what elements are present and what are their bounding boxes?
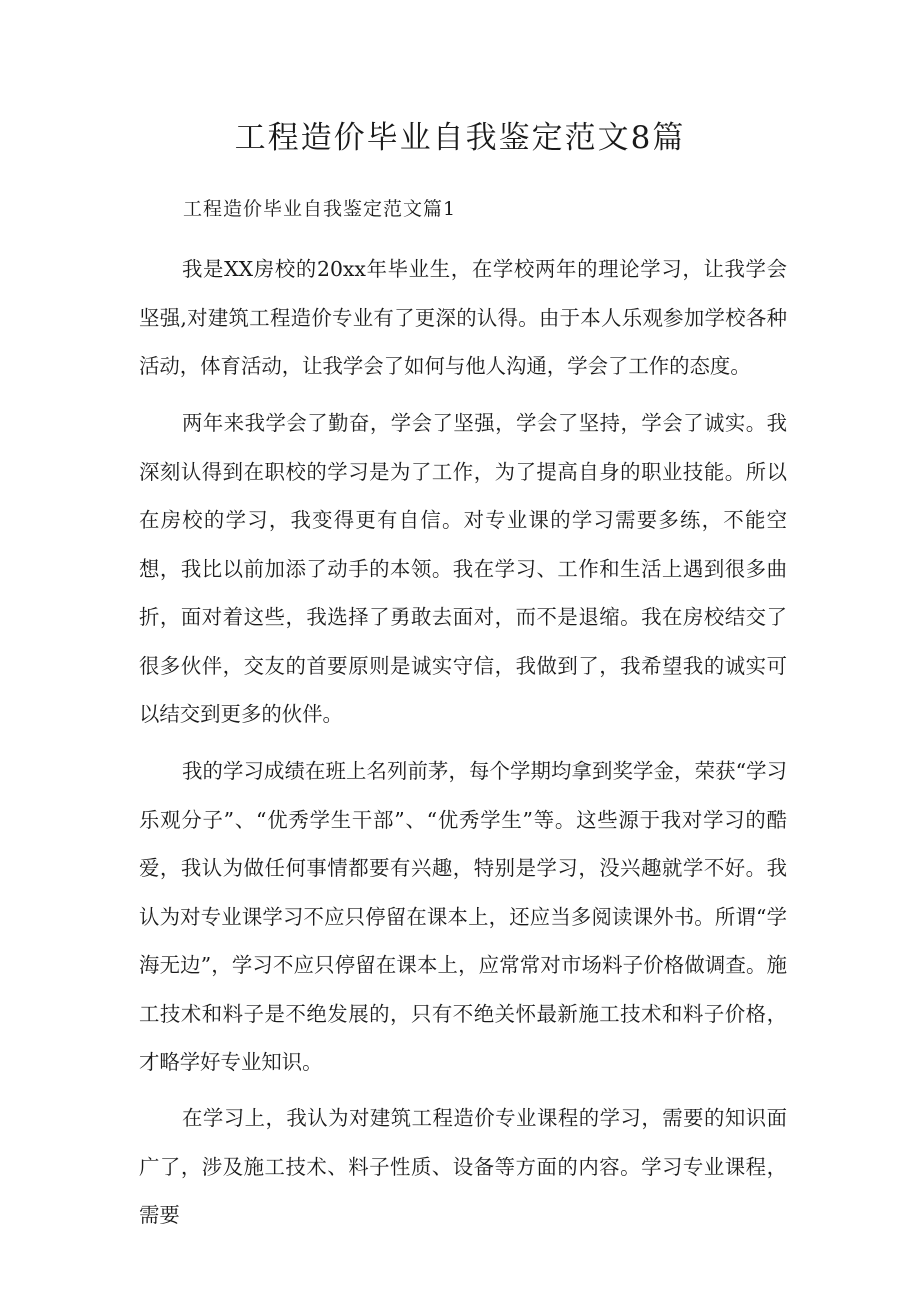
paragraph-1: 我是XX房校的20xx年毕业生，在学校两年的理论学习，让我学会坚强,对建筑工程造价专业有了更深的认得。由于本人乐观参加学校各种活动，体育活动，让我学会了如何与他人沟通，学会了工作的态度。 — [139, 257, 787, 378]
section-heading: 工程造价毕业自我鉴定范文篇1 — [183, 198, 457, 220]
paragraph-4: 在学习上，我认为对建筑工程造价专业课程的学习，需要的知识面广了，涉及施工技术、料子性质、设备等方面的内容。学习专业课程，需要 — [139, 1106, 787, 1227]
paragraph-2: 两年来我学会了勤奋，学会了坚强，学会了坚持，学会了诚实。我深刻认得到在职校的学习是为了工作，为了提高自身的职业技能。所以在房校的学习，我变得更有自信。对专业课的学习需要多练，不能空想，我比以前加添了动手的本领。我在学习、工作和生活上遇到很多曲折，面对着这些，我选择了勇敢去面对，而不是退缩。我在房校结交了很多伙伴，交友的首要原则是诚实守信，我做到了，我希望我的诚实可以结交到更多的伙伴。 — [139, 411, 787, 726]
document-title: 工程造价毕业自我鉴定范文8篇 — [234, 120, 686, 156]
paragraph-3: 我的学习成绩在班上名列前茅，每个学期均拿到奖学金，荣获“学习乐观分子”、“优秀学生干部”、“优秀学生”等。这些源于我对学习的酷爱，我认为做任何事情都要有兴趣，特别是学习，没兴趣就学不好。我认为对专业课学习不应只停留在课本上，还应当多阅读课外书。所谓“学海无边”，学习不应只停留在课本上，应常常对市场料子价格做调查。施工技术和料子是不绝发展的，只有不绝关怀最新施工技术和料子价格，才略学好专业知识。 — [139, 759, 787, 1074]
